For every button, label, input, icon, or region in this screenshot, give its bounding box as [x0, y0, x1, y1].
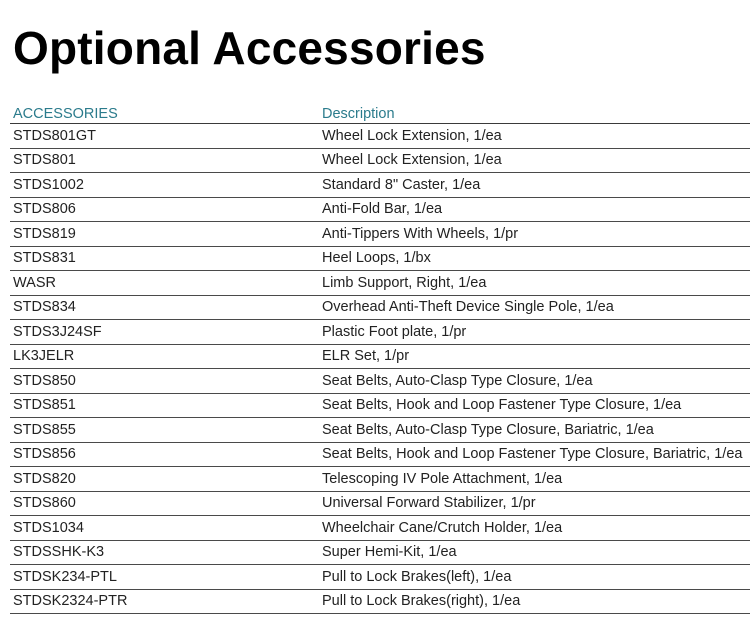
- accessory-description-cell: Anti-Tippers With Wheels, 1/pr: [319, 222, 750, 247]
- accessory-code-cell: STDS801: [10, 148, 319, 173]
- accessory-description-cell: Heel Loops, 1/bx: [319, 246, 750, 271]
- accessory-code-cell: LK3JELR: [10, 344, 319, 369]
- accessory-code-cell: STDS801GT: [10, 124, 319, 149]
- accessory-description-cell: Seat Belts, Auto-Clasp Type Closure, Bariatric, 1/ea: [319, 418, 750, 443]
- accessories-table: [10, 103, 750, 614]
- table-row: [10, 173, 750, 198]
- accessory-description-cell: Pull to Lock Brakes(right), 1/ea: [319, 589, 750, 614]
- table-row: [10, 222, 750, 247]
- column-header-description: Description: [319, 103, 750, 124]
- accessory-description-cell: Wheelchair Cane/Crutch Holder, 1/ea: [319, 516, 750, 541]
- accessory-description-cell: Seat Belts, Hook and Loop Fastener Type Closure, Bariatric, 1/ea: [319, 442, 750, 467]
- table-row: [10, 540, 750, 565]
- accessory-code-cell: STDS831: [10, 246, 319, 271]
- accessory-description-cell: Overhead Anti-Theft Device Single Pole, 1/ea: [319, 295, 750, 320]
- table-row: [10, 589, 750, 614]
- accessory-code-cell: STDS820: [10, 467, 319, 492]
- accessory-description-cell: Anti-Fold Bar, 1/ea: [319, 197, 750, 222]
- accessory-description-cell: Pull to Lock Brakes(left), 1/ea: [319, 565, 750, 590]
- table-row: [10, 516, 750, 541]
- table-row: [10, 148, 750, 173]
- accessory-code-cell: STDS1002: [10, 173, 319, 198]
- table-row: [10, 246, 750, 271]
- accessory-code-cell: STDS856: [10, 442, 319, 467]
- table-header: [10, 103, 750, 124]
- table-row: [10, 418, 750, 443]
- table-row: [10, 491, 750, 516]
- accessory-code-cell: WASR: [10, 271, 319, 296]
- accessory-description-cell: Universal Forward Stabilizer, 1/pr: [319, 491, 750, 516]
- accessory-code-cell: STDS3J24SF: [10, 320, 319, 345]
- table-body: [10, 124, 750, 614]
- table-row: [10, 124, 750, 149]
- table-row: [10, 295, 750, 320]
- accessory-description-cell: Super Hemi-Kit, 1/ea: [319, 540, 750, 565]
- accessory-description-cell: Plastic Foot plate, 1/pr: [319, 320, 750, 345]
- accessory-description-cell: Wheel Lock Extension, 1/ea: [319, 124, 750, 149]
- accessory-description-cell: Standard 8" Caster, 1/ea: [319, 173, 750, 198]
- page-title: Optional Accessories: [13, 22, 486, 74]
- accessory-code-cell: STDS860: [10, 491, 319, 516]
- table-row: [10, 344, 750, 369]
- accessory-code-cell: STDS850: [10, 369, 319, 394]
- column-header-accessories: ACCESSORIES: [10, 103, 319, 124]
- accessory-code-cell: STDSK2324-PTR: [10, 589, 319, 614]
- accessory-code-cell: STDSSHK-K3: [10, 540, 319, 565]
- accessory-code-cell: STDS819: [10, 222, 319, 247]
- table-row: [10, 565, 750, 590]
- accessory-description-cell: Seat Belts, Hook and Loop Fastener Type Closure, 1/ea: [319, 393, 750, 418]
- table-row: [10, 271, 750, 296]
- table-header-row: [10, 103, 750, 124]
- table-row: [10, 197, 750, 222]
- table-row: [10, 442, 750, 467]
- table-row: [10, 320, 750, 345]
- accessory-code-cell: STDSK234-PTL: [10, 565, 319, 590]
- table-row: [10, 369, 750, 394]
- accessory-description-cell: Seat Belts, Auto-Clasp Type Closure, 1/ea: [319, 369, 750, 394]
- table-row: [10, 467, 750, 492]
- accessory-description-cell: Wheel Lock Extension, 1/ea: [319, 148, 750, 173]
- table-row: [10, 393, 750, 418]
- accessory-code-cell: STDS806: [10, 197, 319, 222]
- accessory-code-cell: STDS851: [10, 393, 319, 418]
- accessory-description-cell: Limb Support, Right, 1/ea: [319, 271, 750, 296]
- accessory-code-cell: STDS834: [10, 295, 319, 320]
- accessory-description-cell: Telescoping IV Pole Attachment, 1/ea: [319, 467, 750, 492]
- accessory-description-cell: ELR Set, 1/pr: [319, 344, 750, 369]
- accessory-code-cell: STDS855: [10, 418, 319, 443]
- accessory-code-cell: STDS1034: [10, 516, 319, 541]
